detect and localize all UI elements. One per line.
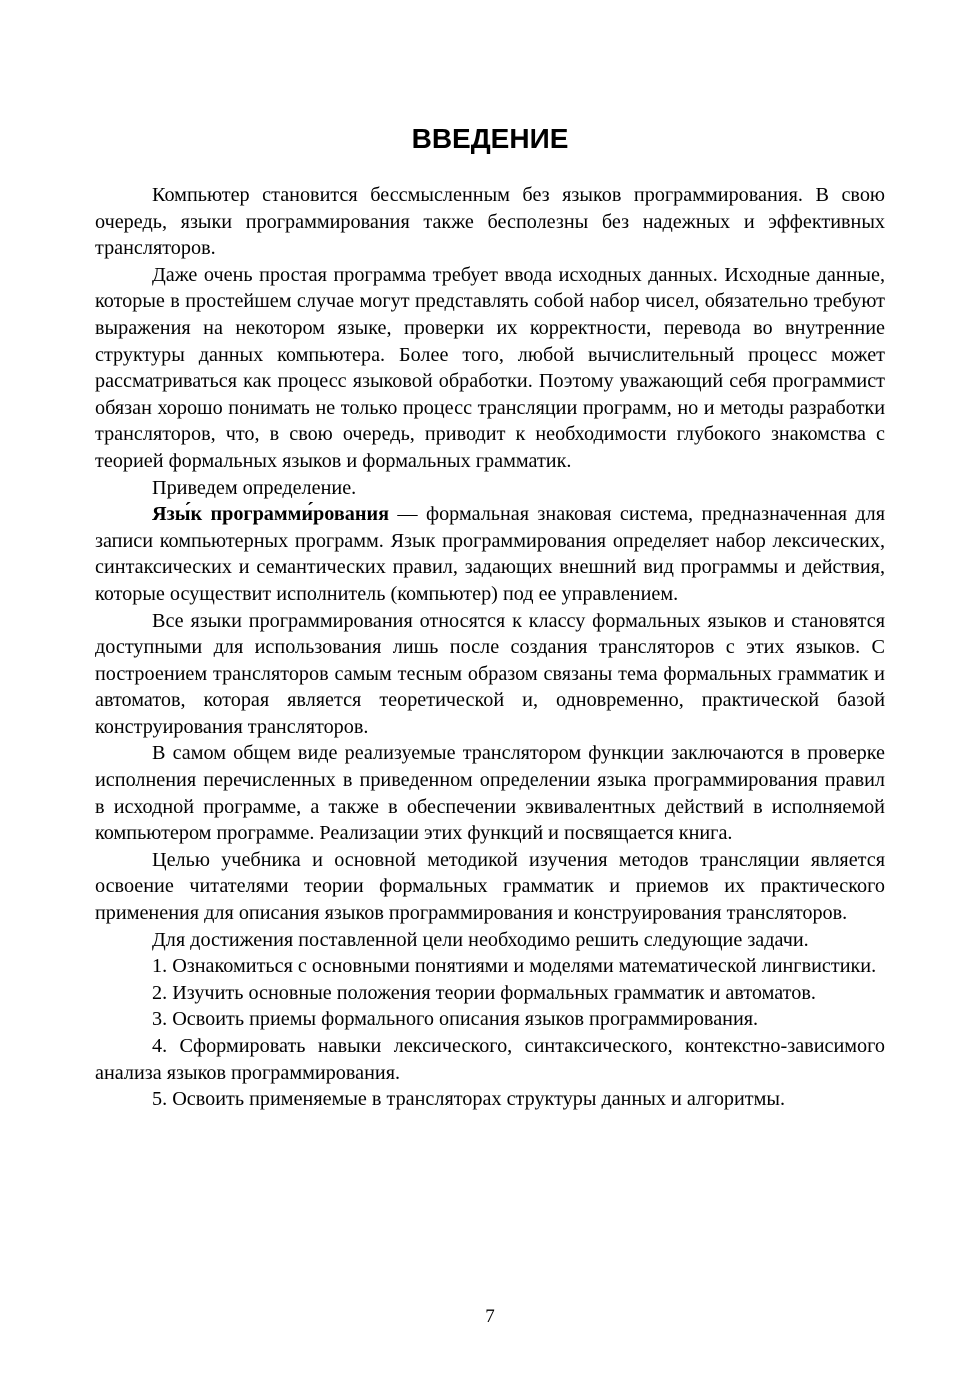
document-page <box>95 118 885 1113</box>
definition-text: — формальная знаковая система, предназначенная для записи компьютерных программ. Язык программирования определяет набор лексических, синтаксических и семантических правил, задающих внешний вид программы и действия, которые осуществит исполнитель (компьютер) под ее управлением. <box>95 503 885 605</box>
paragraph-textbook-goal: Целью учебника и основной методикой изучения методов трансляции является освоение читателями теории формальных грамматик и приемов их практического применения для описания языков программирования и конструирования трансляторов. <box>95 848 885 925</box>
paragraph-formal-languages: Все языки программирования относятся к классу формальных языков и становятся доступными для использования лишь после создания трансляторов с этих языков. С построением трансляторов самым тесным образом связаны тема формальных грамматик и автоматов, которая является теоретической и, одновременно, практической базой конструирования трансляторов. <box>95 609 885 738</box>
definition-term: Язы́к программи́рования <box>152 503 390 526</box>
task-item-1: 1. Ознакомиться с основными понятиями и моделями математической лингвистики. <box>152 955 877 978</box>
paragraph-translator-functions: В самом общем виде реализуемые транслятором функции заключаются в проверке исполнения перечисленных в приведенном определении языка программирования правил в исходной программе, а также в обеспечении эквивалентных действий в исполняемой компьютером программе. Реализации этих функций и посвящается книга. <box>95 742 885 845</box>
paragraph-definition <box>95 501 885 607</box>
body-text <box>95 182 885 1113</box>
task-item-4: 4. Сформировать навыки лексического, синтаксического, контекстно-зависимого анализа языков программирования. <box>95 1035 885 1084</box>
task-item-5: 5. Освоить применяемые в трансляторах структуры данных и алгоритмы. <box>152 1088 786 1111</box>
task-item-2: 2. Изучить основные положения теории формальных грамматик и автоматов. <box>152 981 816 1004</box>
task-item-3: 3. Освоить приемы формального описания языков программирования. <box>152 1008 759 1031</box>
paragraph-definition-lead: Приведем определение. <box>152 476 357 499</box>
paragraph-intro: Компьютер становится бессмысленным без языков программирования. В свою очередь, языки программирования также бесполезны без надежных и эффективных трансляторов. <box>95 184 885 260</box>
paragraph-input-data: Даже очень простая программа требует ввода исходных данных. Исходные данные, которые в простейшем случае могут представлять собой набор чисел, обязательно требуют выражения на некотором языке, проверки их корректности, перевода во внутренние структуры данных компьютера. Более того, любой вычислительный процесс может рассматриваться как процесс языковой обработки. Поэтому уважающий себя программист обязан хорошо понимать не только процесс трансляции программ, но и методы разработки трансляторов, что, в свою очередь, приводит к необходимости глубокого знакомства с теорией формальных языков и формальных грамматик. <box>95 263 885 472</box>
page-number: 7 <box>485 1306 495 1327</box>
paragraph-tasks-lead: Для достижения поставленной цели необходимо решить следующие задачи. <box>152 928 809 951</box>
page-title: ВВЕДЕНИЕ <box>411 123 569 154</box>
